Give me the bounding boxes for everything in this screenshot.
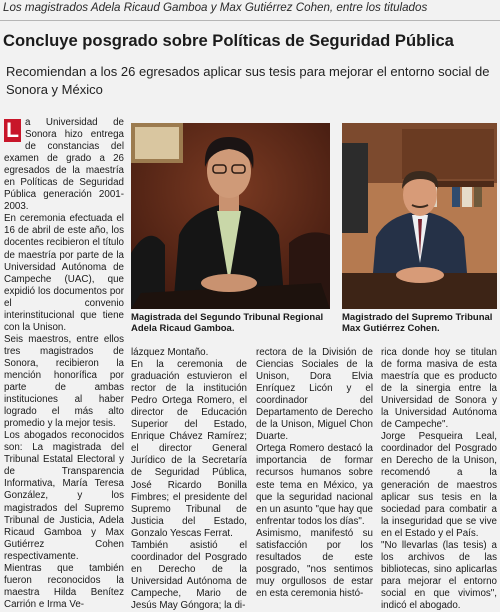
paragraph: rectora de la División de Ciencias Sociales de la Unison, Dora Elvia Enríquez Licón y el coordinador del Departamento de Derecho de la Unison, Miguel Chon Duarte. [256, 347, 373, 443]
photo-illustration [131, 123, 330, 309]
article-column-2 [131, 347, 247, 612]
paragraph: En la ceremonia de graduación estuvieron el rector de la institución Pedro Ortega Romero, el director de Educación Superior del Estado, Enrique Chávez Ramírez; el director General Jurídico de la Secretaría de Seguridad Pública, José Ricardo Bonilla Fimbres; el presidente del Supremo Tribunal de Justicia del Estado, Gonzalo Yescas Ferrat. [131, 359, 247, 539]
subheadline: Recomiendan a los 26 egresados aplicar sus tesis para mejorar el entorno social de Sonora y México [6, 64, 490, 97]
paragraph: Asimismo, manifestó su satisfacción por los resultados de este posgrado, "nos sentimos muy orgullosos de estar en esta ceremonia histó- [256, 527, 373, 599]
paragraph: Mientras que también fueron reconocidos la maestra Hilda Benítez Carrión e Irma Ve- [4, 562, 124, 610]
kicker: Los magistrados Adela Ricaud Gamboa y Max Gutiérrez Cohen, entre los titulados [3, 1, 428, 14]
article-column-3 [256, 347, 373, 600]
photo-adela-ricaud-gamboa [131, 123, 330, 309]
photo-caption: Magistrado del Supremo Tribunal Max Gutiérrez Cohen. [342, 312, 493, 334]
headline: Concluye posgrado sobre Políticas de Seguridad Pública [3, 31, 454, 50]
photo-illustration [342, 123, 497, 309]
paragraph: lázquez Montaño. [131, 347, 209, 358]
article-column-1 [4, 117, 124, 611]
paragraph: También asistió el coordinador del Posgrado en Derecho de la Universidad Autónoma de Campeche, Mario de Jesús May Góngora; la di- [131, 539, 247, 611]
paragraph: Los abogados reconocidos son: La magistrada del Tribunal Estatal Electoral y de Transparencia Informativa, María Teresa González, y los magistrados del Supremo Tribunal de Justicia, Adela Ricaud Gamboa y Max Gutiérrez Cohen respectivamente. [4, 430, 124, 562]
photo-max-gutierrez-cohen [342, 123, 497, 309]
drop-cap: L [4, 119, 21, 142]
article-column-4 [381, 347, 497, 612]
paragraph: rica donde hoy se titulan de forma masiva de esta maestría que es producto de la sinergia entre la Universidad de Sonora y la Universidad Autónoma de Campeche". [381, 347, 497, 431]
paragraph: Jorge Pesqueira Leal, coordinador del Posgrado en Derecho de la Unison, recomendó a la generación de maestros aplicar sus tesis en la sociedad para combatir a la inseguridad que se vive en el Estado y el País. [381, 431, 497, 539]
paragraph: Ortega Romero destacó la importancia de formar recursos humanos sobre este tema en México, ya que la seguridad nacional en un asunto "que hay que enfrentar todos los días". [256, 443, 373, 527]
paragraph: En ceremonia efectuada el 16 de abril de este año, los docentes recibieron el título de maestría por parte de la Universidad Autónoma de Campeche (UAC), que expidió los documentos por el convenio interinstitucional que tiene con la Unison. [4, 213, 124, 333]
paragraph: Seis maestros, entre ellos tres magistrados de Sonora, recibieron la mención honorífica por parte de ambas instituciones al haber logrado el más alto promedio y la mejor tesis. [4, 333, 124, 430]
top-rule [0, 20, 500, 21]
photo-caption: Magistrada del Segundo Tribunal Regional Adela Ricaud Gamboa. [131, 312, 324, 334]
paragraph: a Universidad de Sonora hizo entrega de constancias del examen de grado a 26 egresados de la maestría en Políticas de Seguridad Pública generación 2001-2003. [4, 117, 124, 213]
paragraph: "No llevarlas (las tesis) a los archivos de las bibliotecas, sino aplicarlas para mejorar el entorno social en que vivimos", indicó el abogado. [381, 539, 497, 611]
